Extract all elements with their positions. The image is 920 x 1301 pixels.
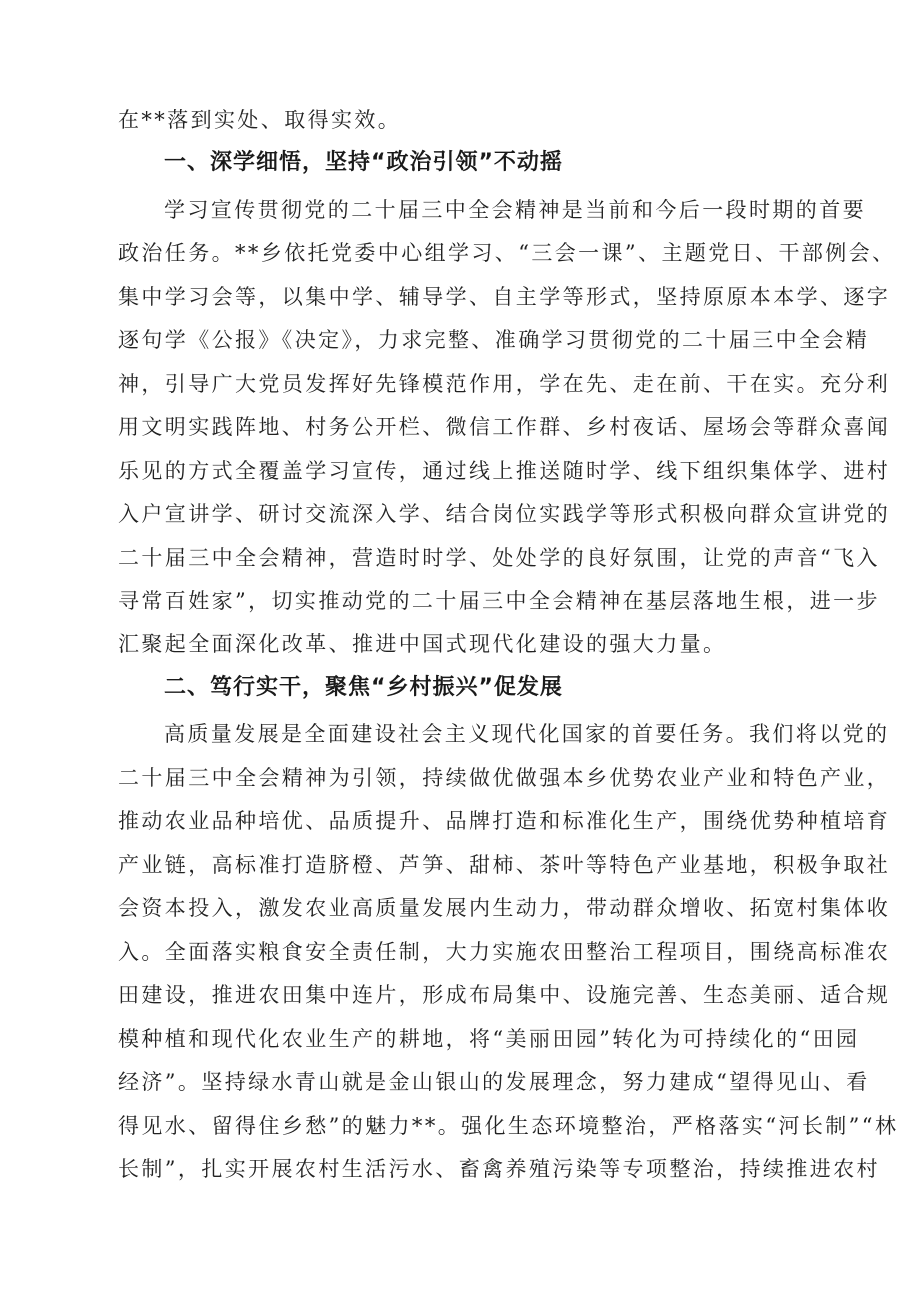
section-1-line: 乐见的方式全覆盖学习宣传，通过线上推送随时学、线下组织集体学、进村 [118, 459, 891, 483]
section-1-line: 政治任务。**乡依托党委中心组学习、“三会一课”、主题党日、干部例会、 [118, 241, 896, 265]
section-2-line: 会资本投入，激发农业高质量发展内生动力，带动群众增收、拓宽村集体收 [118, 896, 891, 920]
section-1-line: 二十届三中全会精神，营造时时学、处处学的良好氛围，让党的声音“飞入 [118, 546, 880, 570]
section-1-line: 汇聚起全面深化改革、推进中国式现代化建设的强大力量。 [118, 632, 727, 656]
section-2-heading: 二、笃行实干，聚焦“乡村振兴”促发展 [164, 675, 563, 700]
section-2-line: 模种植和现代化农业生产的耕地，将“美丽田园”转化为可持续化的“田园 [118, 1027, 860, 1051]
lead-line: 在**落到实处、取得实效。 [118, 108, 402, 132]
section-2-line: 产业链，高标准打造脐橙、芦笋、甜柿、茶叶等特色产业基地，积极争取社 [118, 853, 891, 877]
section-1-heading: 一、深学细悟，坚持“政治引领”不动摇 [164, 150, 563, 175]
section-1-line: 寻常百姓家”，切实推动党的二十届三中全会精神在基层落地生根，进一步 [118, 589, 880, 613]
section-2-line: 高质量发展是全面建设社会主义现代化国家的首要任务。我们将以党的 [164, 722, 890, 746]
section-1-line: 入户宣讲学、研讨交流深入学、结合岗位实践学等形式积极向群众宣讲党的 [118, 502, 891, 526]
section-1-line: 逐句学《公报》《决定》，力求完整、准确学习贯彻党的二十届三中全会精 [118, 328, 870, 352]
section-2-line: 田建设，推进农田集中连片，形成布局集中、设施完善、生态美丽、适合规 [118, 983, 891, 1007]
section-2-line: 经济”。坚持绿水青山就是金山银山的发展理念，努力建成“望得见山、看 [118, 1070, 870, 1094]
section-1-line: 神，引导广大党员发挥好先锋模范作用，学在先、走在前、干在实。充分利 [118, 372, 891, 396]
section-2-line: 二十届三中全会精神为引领，持续做优做强本乡优势农业产业和特色产业， [118, 766, 891, 790]
section-2-line: 得见水、留得住乡愁”的魅力**。强化生态环境整治，严格落实“河长制”“林 [118, 1114, 899, 1138]
section-1-line: 学习宣传贯彻党的二十届三中全会精神是当前和今后一段时期的首要 [164, 198, 866, 222]
section-1-line: 集中学习会等，以集中学、辅导学、自主学等形式，坚持原原本本学、逐字 [118, 285, 891, 309]
section-2-line: 长制”，扎实开展农村生活污水、畜禽养殖污染等专项整治，持续推进农村 [118, 1157, 880, 1181]
section-2-line: 推动农业品种培优、品质提升、品牌打造和标准化生产，围绕优势种植培育 [118, 809, 891, 833]
section-2-line: 入。全面落实粮食安全责任制，大力实施农田整治工程项目，围绕高标准农 [118, 940, 891, 964]
section-1-line: 用文明实践阵地、村务公开栏、微信工作群、乡村夜话、屋场会等群众喜闻 [118, 415, 891, 439]
